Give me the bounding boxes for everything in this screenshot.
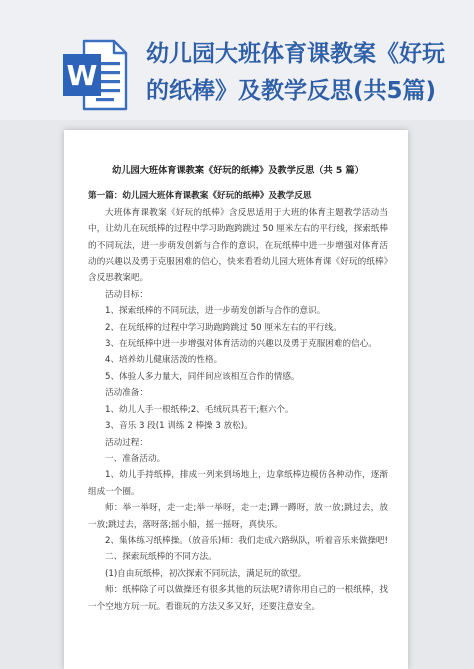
intro-paragraph: 大班体育课教案《好玩的纸棒》含反思适用于大班的体育主题教学活动当中，让幼儿在玩纸棒的过程中学习助跑跨跳过 50 厘米左右的平行线，探索纸棒的不同玩法，进一步萌发创新与合作的意识，在玩纸棒中进一步增强对体育活动的兴趣以及勇于克服困难的信心，快来看看幼儿园大班体育课《好玩的纸棒》含反思教案吧。 (88, 207, 388, 284)
preparation-item: 3、音乐 3 段(1 训练 2 棒操 3 放松)。 (105, 421, 253, 432)
document-heading: 幼儿园大班体育课教案《好玩的纸棒》及教学反思（共 5 篇） (112, 165, 364, 176)
objectives-label: 活动目标： (105, 289, 148, 300)
process-paragraph: 1、幼儿手持纸棒，排成一列来到场地上，边拿纸棒边模仿各种动作，逐渐组成一个圈。 (88, 470, 388, 497)
process-paragraph: (1)自由玩纸棒，初次探索不同玩法，满足玩的欲望。 (105, 568, 307, 579)
objective-item: 5、体验人多力量大，同伴间应该相互合作的情感。 (105, 371, 300, 382)
word-document-icon (62, 38, 128, 112)
section-heading: 第一篇：幼儿园大班体育课教案《好玩的纸棒》及教学反思 (88, 191, 312, 202)
objective-item: 4、培养幼儿健康活泼的性格。 (105, 355, 223, 366)
process-label: 活动过程： (105, 437, 148, 448)
document-page (64, 130, 408, 669)
preparation-item: 1、幼儿人手一根纸棒;2、毛绒玩具若干;框六个。 (105, 404, 294, 415)
page-title: 幼儿园大班体育课教案《好玩 的纸棒》及教学反思(共5篇) (146, 41, 445, 104)
process-paragraph: 2、集体练习纸棒操。（放音乐)师：我们走成六路纵队，听着音乐来做操吧! (105, 535, 388, 546)
process-paragraph: 师：举一举呀，走一走;举一举呀，走一走;蹲一蹲呀，放一放;跳过去，放一放;跳过去，落呀落;摇小船，摇一摇呀，真快乐。 (88, 503, 388, 530)
process-step-heading: 二、探索玩纸棒的不同方法。 (105, 552, 217, 563)
process-step-heading: 一、准备活动。 (105, 453, 166, 464)
process-paragraph: 师：纸棒除了可以做操还有很多其他的玩法呢?请你用自己的一根纸棒，找一个空地方玩一玩。看谁玩的方法又多又好，还要注意安全。 (88, 585, 388, 612)
document-body (88, 163, 388, 615)
objective-item: 1、探索纸棒的不同玩法，进一步萌发创新与合作的意识。 (105, 306, 326, 317)
svg-text:W: W (66, 59, 98, 92)
preparation-label: 活动准备： (105, 388, 148, 399)
header-banner (0, 0, 474, 120)
objective-item: 2、在玩纸棒的过程中学习助跑跨跳过 50 厘米左右的平行线。 (105, 322, 342, 333)
objective-item: 3、在玩纸棒中进一步增强对体育活动的兴趣以及勇于克服困难的信心。 (105, 339, 377, 350)
